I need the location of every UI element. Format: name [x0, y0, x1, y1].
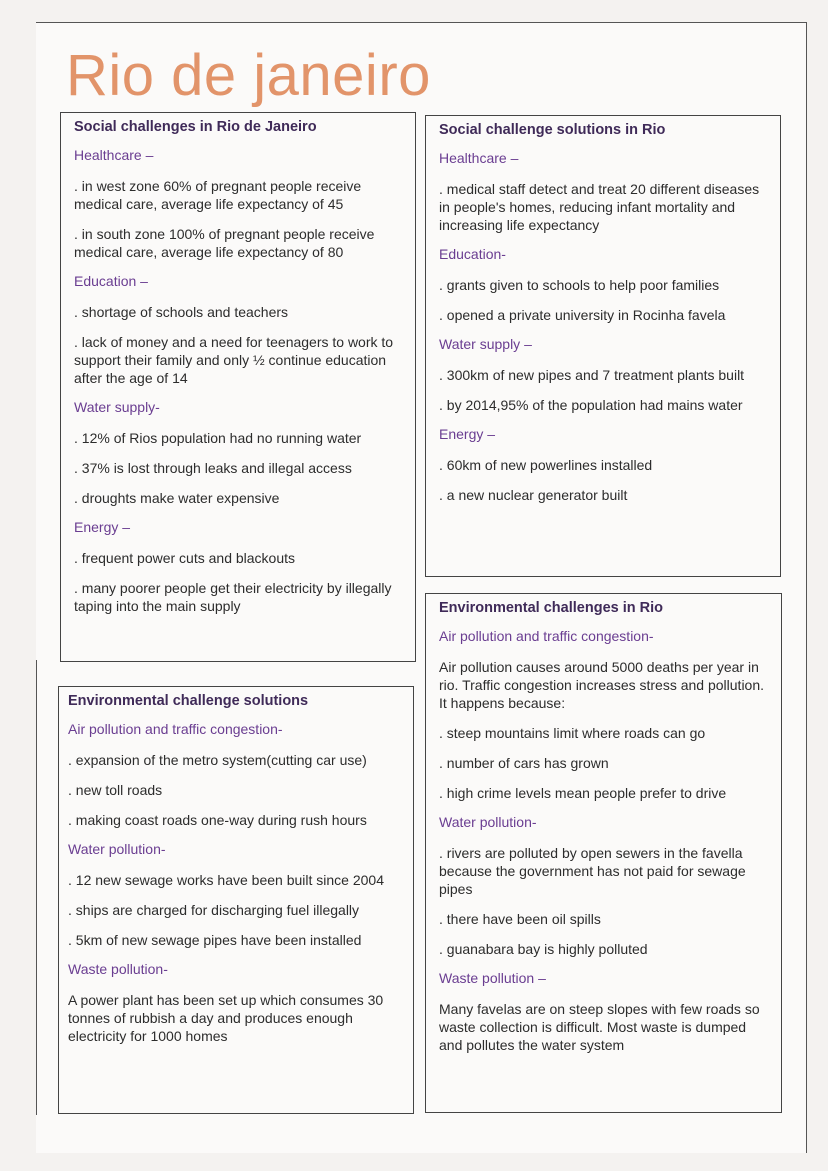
list-item: . 37% is lost through leaks and illegal access — [74, 460, 352, 476]
list-item: . ships are charged for discharging fuel illegally — [68, 902, 360, 918]
section-label-education: Education – — [74, 273, 148, 289]
list-item: . opened a private university in Rocinha favela — [439, 307, 726, 323]
list-item: . high crime levels mean people prefer to drive — [439, 785, 727, 801]
section-label-air: Air pollution and traffic congestion- — [68, 721, 283, 737]
box-heading: Environmental challenges in Rio — [439, 600, 663, 616]
list-item: . rivers are polluted by open sewers in the favella because the government has not paid for sewage pipes — [439, 845, 746, 897]
list-item: . grants given to schools to help poor families — [439, 277, 720, 293]
waste-text: A power plant has been set up which consumes 30 tonnes of rubbish a day and produces enough electricity for 1000 homes — [68, 992, 384, 1044]
page-edge — [36, 660, 37, 1115]
list-item: . in south zone 100% of pregnant people receive medical care, average life expectancy of 80 — [74, 226, 375, 260]
section-label-energy: Energy – — [439, 426, 496, 442]
air-intro-text: Air pollution causes around 5000 deaths per year in rio. Traffic congestion increases stress and pollution. It happens because: — [439, 659, 765, 711]
list-item: . making coast roads one-way during rush hours — [68, 812, 367, 828]
box-heading: Social challenge solutions in Rio — [439, 122, 666, 138]
section-label-water: Water pollution- — [68, 841, 166, 857]
section-label-healthcare: Healthcare – — [74, 147, 154, 163]
social-solutions-box — [425, 115, 781, 577]
section-label-water: Water supply – — [439, 336, 532, 352]
list-item: . in west zone 60% of pregnant people receive medical care, average life expectancy of 45 — [74, 178, 362, 212]
list-item: . frequent power cuts and blackouts — [74, 550, 296, 566]
env-solutions-box — [58, 686, 414, 1114]
box-heading: Social challenges in Rio de Janeiro — [74, 119, 317, 135]
box-heading: Environmental challenge solutions — [68, 693, 309, 709]
list-item: . expansion of the metro system(cutting car use) — [68, 752, 367, 768]
section-label-energy: Energy – — [74, 519, 131, 535]
list-item: . a new nuclear generator built — [439, 487, 628, 503]
list-item: . 300km of new pipes and 7 treatment plants built — [439, 367, 745, 383]
section-label-water: Water pollution- — [439, 814, 537, 830]
section-label-air: Air pollution and traffic congestion- — [439, 628, 654, 644]
section-label-healthcare: Healthcare – — [439, 150, 519, 166]
list-item: . guanabara bay is highly polluted — [439, 941, 648, 957]
social-challenges-box — [60, 112, 416, 662]
list-item: . 12 new sewage works have been built since 2004 — [68, 872, 384, 888]
waste-text: Many favelas are on steep slopes with few roads so waste collection is difficult. Most waste is dumped and pollutes the water system — [439, 1001, 760, 1053]
list-item: . new toll roads — [68, 782, 163, 798]
list-item: . there have been oil spills — [439, 911, 601, 927]
section-label-water: Water supply- — [74, 399, 160, 415]
list-item: . number of cars has grown — [439, 755, 609, 771]
page-title: Rio de janeiro — [66, 43, 431, 108]
list-item: . droughts make water expensive — [74, 490, 280, 506]
list-item: . steep mountains limit where roads can go — [439, 725, 706, 741]
env-challenges-box — [425, 593, 782, 1113]
list-item: . 60km of new powerlines installed — [439, 457, 653, 473]
list-item: . many poorer people get their electricity by illegally taping into the main supply — [74, 580, 392, 614]
section-label-waste: Waste pollution- — [68, 961, 168, 977]
list-item: . shortage of schools and teachers — [74, 304, 289, 320]
list-item: . 12% of Rios population had no running water — [74, 430, 362, 446]
list-item: . 5km of new sewage pipes have been installed — [68, 932, 362, 948]
section-label-education: Education- — [439, 246, 506, 262]
list-item: . medical staff detect and treat 20 different diseases in people's homes, reducing infant mortality and increasing life expectancy — [439, 181, 760, 233]
list-item: . lack of money and a need for teenagers to work to support their family and only ½ continue education after the age of 14 — [74, 334, 394, 386]
section-label-waste: Waste pollution – — [439, 970, 546, 986]
list-item: . by 2014,95% of the population had mains water — [439, 397, 743, 413]
